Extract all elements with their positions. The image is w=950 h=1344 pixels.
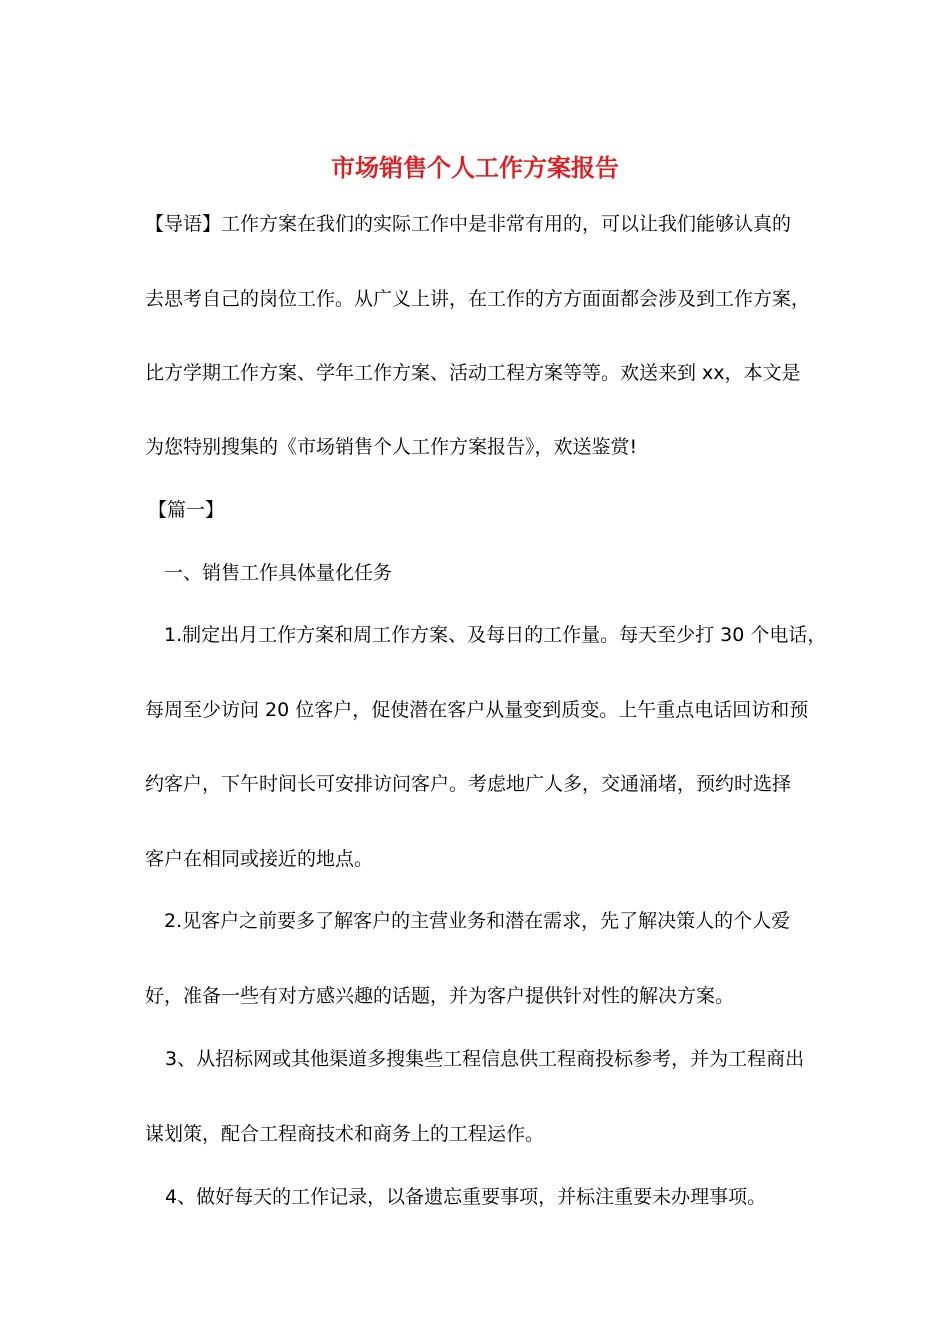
list-item-1-line: 每周至少访问 20 位客户，促使潜在客户从量变到质变。上午重点电话回访和预: [145, 699, 809, 721]
intro-line: 为您特别搜集的《市场销售个人工作方案报告》，欢送鉴赏!: [145, 436, 638, 458]
list-item-3-line: 3、从招标网或其他渠道多搜集些工程信息供工程商投标参考，并为工程商出: [165, 1048, 805, 1070]
section-heading: 一、销售工作具体量化任务: [164, 562, 393, 584]
list-item-4-line: 4、做好每天的工作记录，以备遗忘重要事项，并标注重要未办理事项。: [165, 1186, 767, 1208]
document-title: 市场销售个人工作方案报告: [331, 153, 619, 182]
intro-line: 去思考自己的岗位工作。从广义上讲，在工作的方方面面都会涉及到工作方案，: [145, 288, 811, 310]
section-label: 【篇一】: [148, 499, 225, 521]
list-item-1-line: 约客户，下午时间长可安排访问客户。考虑地广人多，交通涌堵，预约时选择: [145, 773, 792, 795]
list-item-1-line: 客户在相同或接近的地点。: [145, 848, 374, 870]
list-item-2-line: 好，准备一些有对方感兴趣的话题，并为客户提供针对性的解决方案。: [145, 985, 735, 1007]
list-item-2-line: 2.见客户之前要多了解客户的主营业务和潜在需求，先了解决策人的个人爱: [164, 910, 791, 932]
intro-line: 比方学期工作方案、学年工作方案、活动工程方案等等。欢送来到 xx，本文是: [145, 362, 801, 384]
intro-line: 【导语】工作方案在我们的实际工作中是非常有用的，可以让我们能够认真的: [145, 213, 792, 235]
list-item-3-line: 谋划策，配合工程商技术和商务上的工程运作。: [145, 1123, 545, 1145]
list-item-1-line: 1.制定出月工作方案和周工作方案、及每日的工作量。每天至少打 30 个电话，: [164, 624, 827, 646]
